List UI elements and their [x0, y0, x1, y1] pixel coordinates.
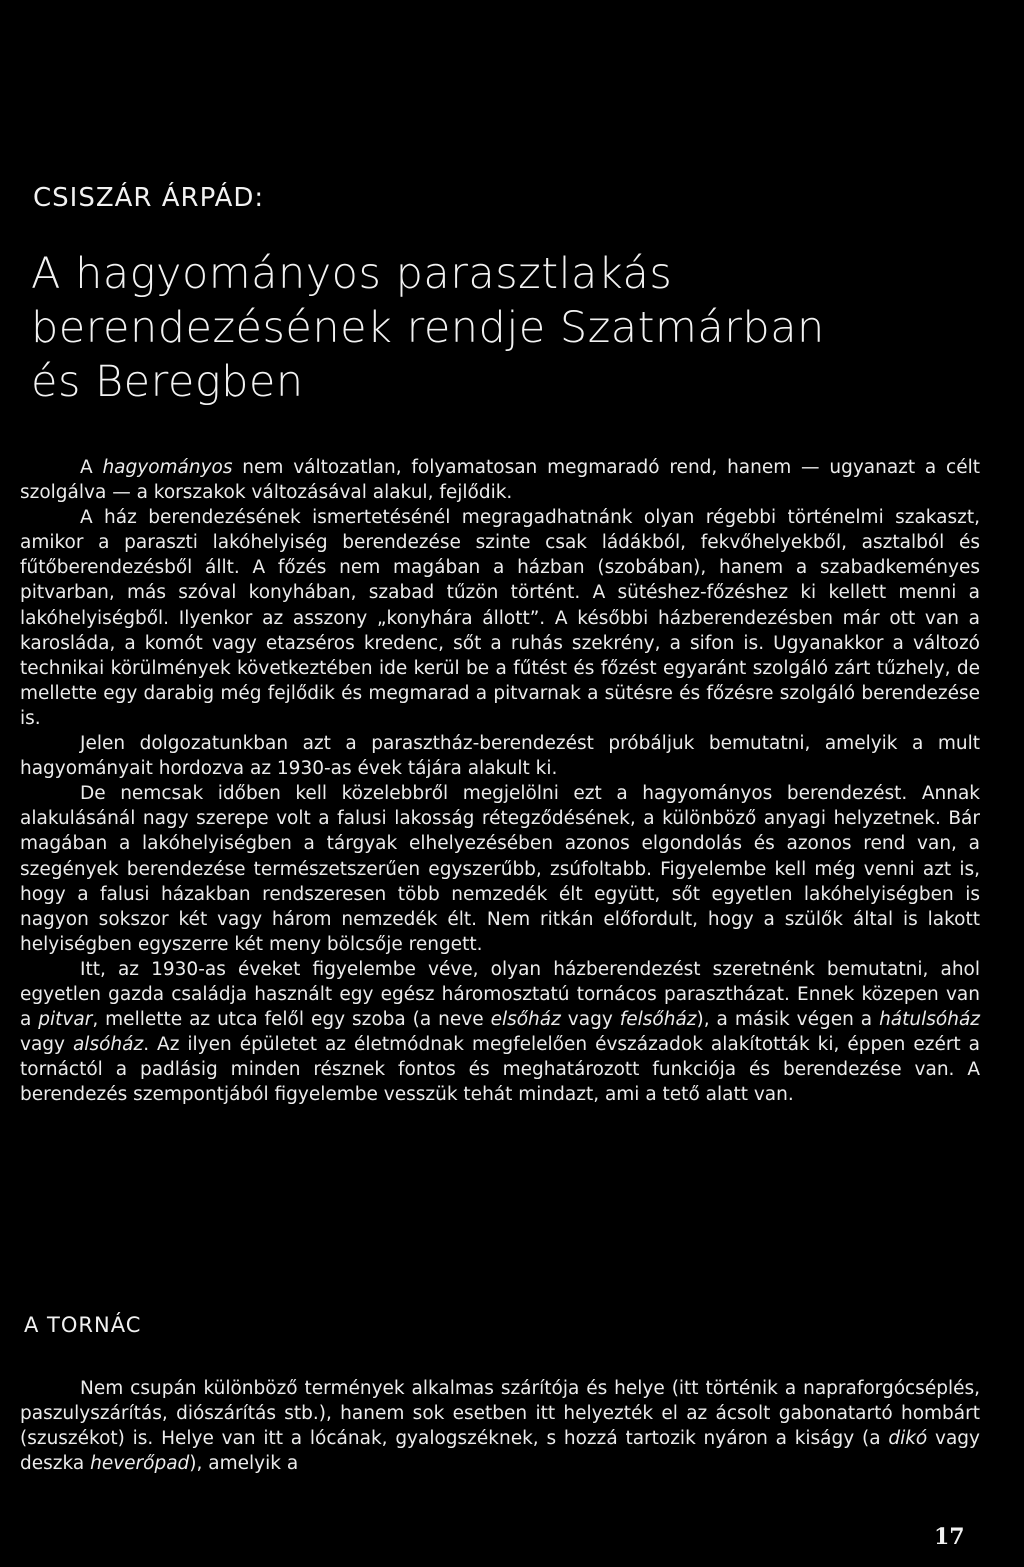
italic-term: alsóház: [72, 1034, 144, 1056]
italic-term: hátulsóház: [879, 1009, 980, 1031]
text-run: ), a másik végen a: [696, 1009, 880, 1031]
page-number: 17: [934, 1524, 965, 1550]
author-name: CSISZÁR ÁRPÁD:: [33, 183, 265, 213]
title-line-3: és Beregben: [31, 357, 304, 407]
article-body: [20, 455, 980, 1107]
body-paragraph: [20, 957, 980, 1108]
title-line-2: berendezésének rendje Szatmárban: [31, 303, 825, 353]
italic-term: felsőház: [619, 1009, 697, 1031]
text-run: ), amelyik a: [189, 1453, 299, 1475]
body-paragraph: [20, 505, 980, 731]
title-line-1: A hagyományos parasztlakás: [31, 249, 673, 299]
text-run: Itt, az 1930-as éveket figyelembe véve, olyan házberendezést szeretnénk bemutatni, ahol egyetlen gazda családja használt egy egész háromosztatú tornácos parasztházat. Ennek közepen van a: [20, 958, 980, 1031]
italic-term: hagyományos: [102, 457, 233, 478]
italic-term: pitvar: [38, 1009, 93, 1031]
text-run: , mellette az utca felől egy szoba (a neve: [92, 1009, 491, 1031]
text-run: vagy: [20, 1034, 73, 1056]
article-title: [31, 247, 991, 409]
text-run: A ház berendezésének ismertetésénél megragadhatnánk olyan régebbi történelmi szakaszt, amikor a paraszti lakóhelyiség berendezése szinte csak ládákból, fekvőhelyekből, asztalból és fűtőberendezésből állt. A főzés nem magában a házban (szobában), hanem a szabadkeményes pitvarban, más szóval konyhában, szabad tűzön történt. A sütéshez-főzéshez ki kellett menni a lakóhelyiségből. Ilyenkor az asszony „konyhára állott”. A későbbi házberendezésben már ott van a karosláda, a komót vagy etazséros kredenc, sőt a ruhás szekrény, a sifon is. Ugyanakkor a változó technikai körülmények következtében ide kerül be a fűtést és főzést egyaránt szolgáló zárt tűzhely, de mellette egy darabig még fejlődik és megmarad a pitvarnak a sütésre és főzésre szolgáló berendezése is.: [20, 507, 980, 729]
italic-term: heverőpad: [90, 1453, 190, 1475]
text-run: A: [80, 457, 103, 478]
italic-term: elsőház: [490, 1009, 561, 1031]
section-body: [20, 1376, 980, 1476]
body-paragraph: [20, 455, 980, 505]
text-run: vagy deszka: [20, 1428, 980, 1475]
text-run: De nemcsak időben kell közelebbről megjelölni ezt a hagyományos berendezést. Annak alakulásánál nagy szerepe volt a falusi lakosság rétegződésének, a különböző anyagi helyzetnek. Bár magában a lakóhelyiségben a tárgyak elhelyezésében azonos elgondolás és azonos rend van, a szegények berendezése természetszerűen egyszerűbb, zsúfoltabb. Figyelembe kell még venni azt is, hogy a falusi házakban rendszeresen több nemzedék élt együtt, sőt egyetlen lakóhelyiségben is nagyon sokszor két vagy három nemzedék élt. Nem ritkán előfordult, hogy a szülők által is lakott helyiségben egyszerre két meny bölcsője rengett.: [20, 783, 980, 955]
text-run: nem változatlan, folyamatosan megmaradó rend, hanem — ugyanazt a célt szolgálva — a korszakok változásával alakul, fejlődik.: [20, 457, 980, 504]
text-run: Nem csupán különböző termények alkalmas szárítója és helye (itt történik a napraforgócséplés, paszulyszárítás, diószárítás stb.), hanem sok esetben itt helyezték el az ácsolt gabonatartó hombárt (szuszékot) is. Helye van itt a lócának, gyalogszéknek, s hozzá tartozik nyáron a kiságy (a: [20, 1378, 980, 1450]
section-paragraph: [20, 1376, 980, 1476]
text-run: Jelen dolgozatunkban azt a parasztház-berendezést próbáljuk bemutatni, amelyik a mult hagyományait hordozva az 1930-as évek tájára alakult ki.: [20, 733, 980, 780]
section-heading: A TORNÁC: [24, 1313, 142, 1337]
text-run: vagy: [560, 1009, 620, 1031]
italic-term: dikó: [888, 1428, 928, 1450]
body-paragraph: [20, 731, 980, 781]
text-run: . Az ilyen épületet az életmódnak megfelelően évszázadok alakították ki, éppen ezért a tornáctól a padlásig minden résznek fontos és meghatározott funkciója és berendezése van. A berendezés szempontjából figyelembe vesszük tehát mindazt, ami a tető alatt van.: [20, 1034, 980, 1106]
body-paragraph: [20, 781, 980, 957]
